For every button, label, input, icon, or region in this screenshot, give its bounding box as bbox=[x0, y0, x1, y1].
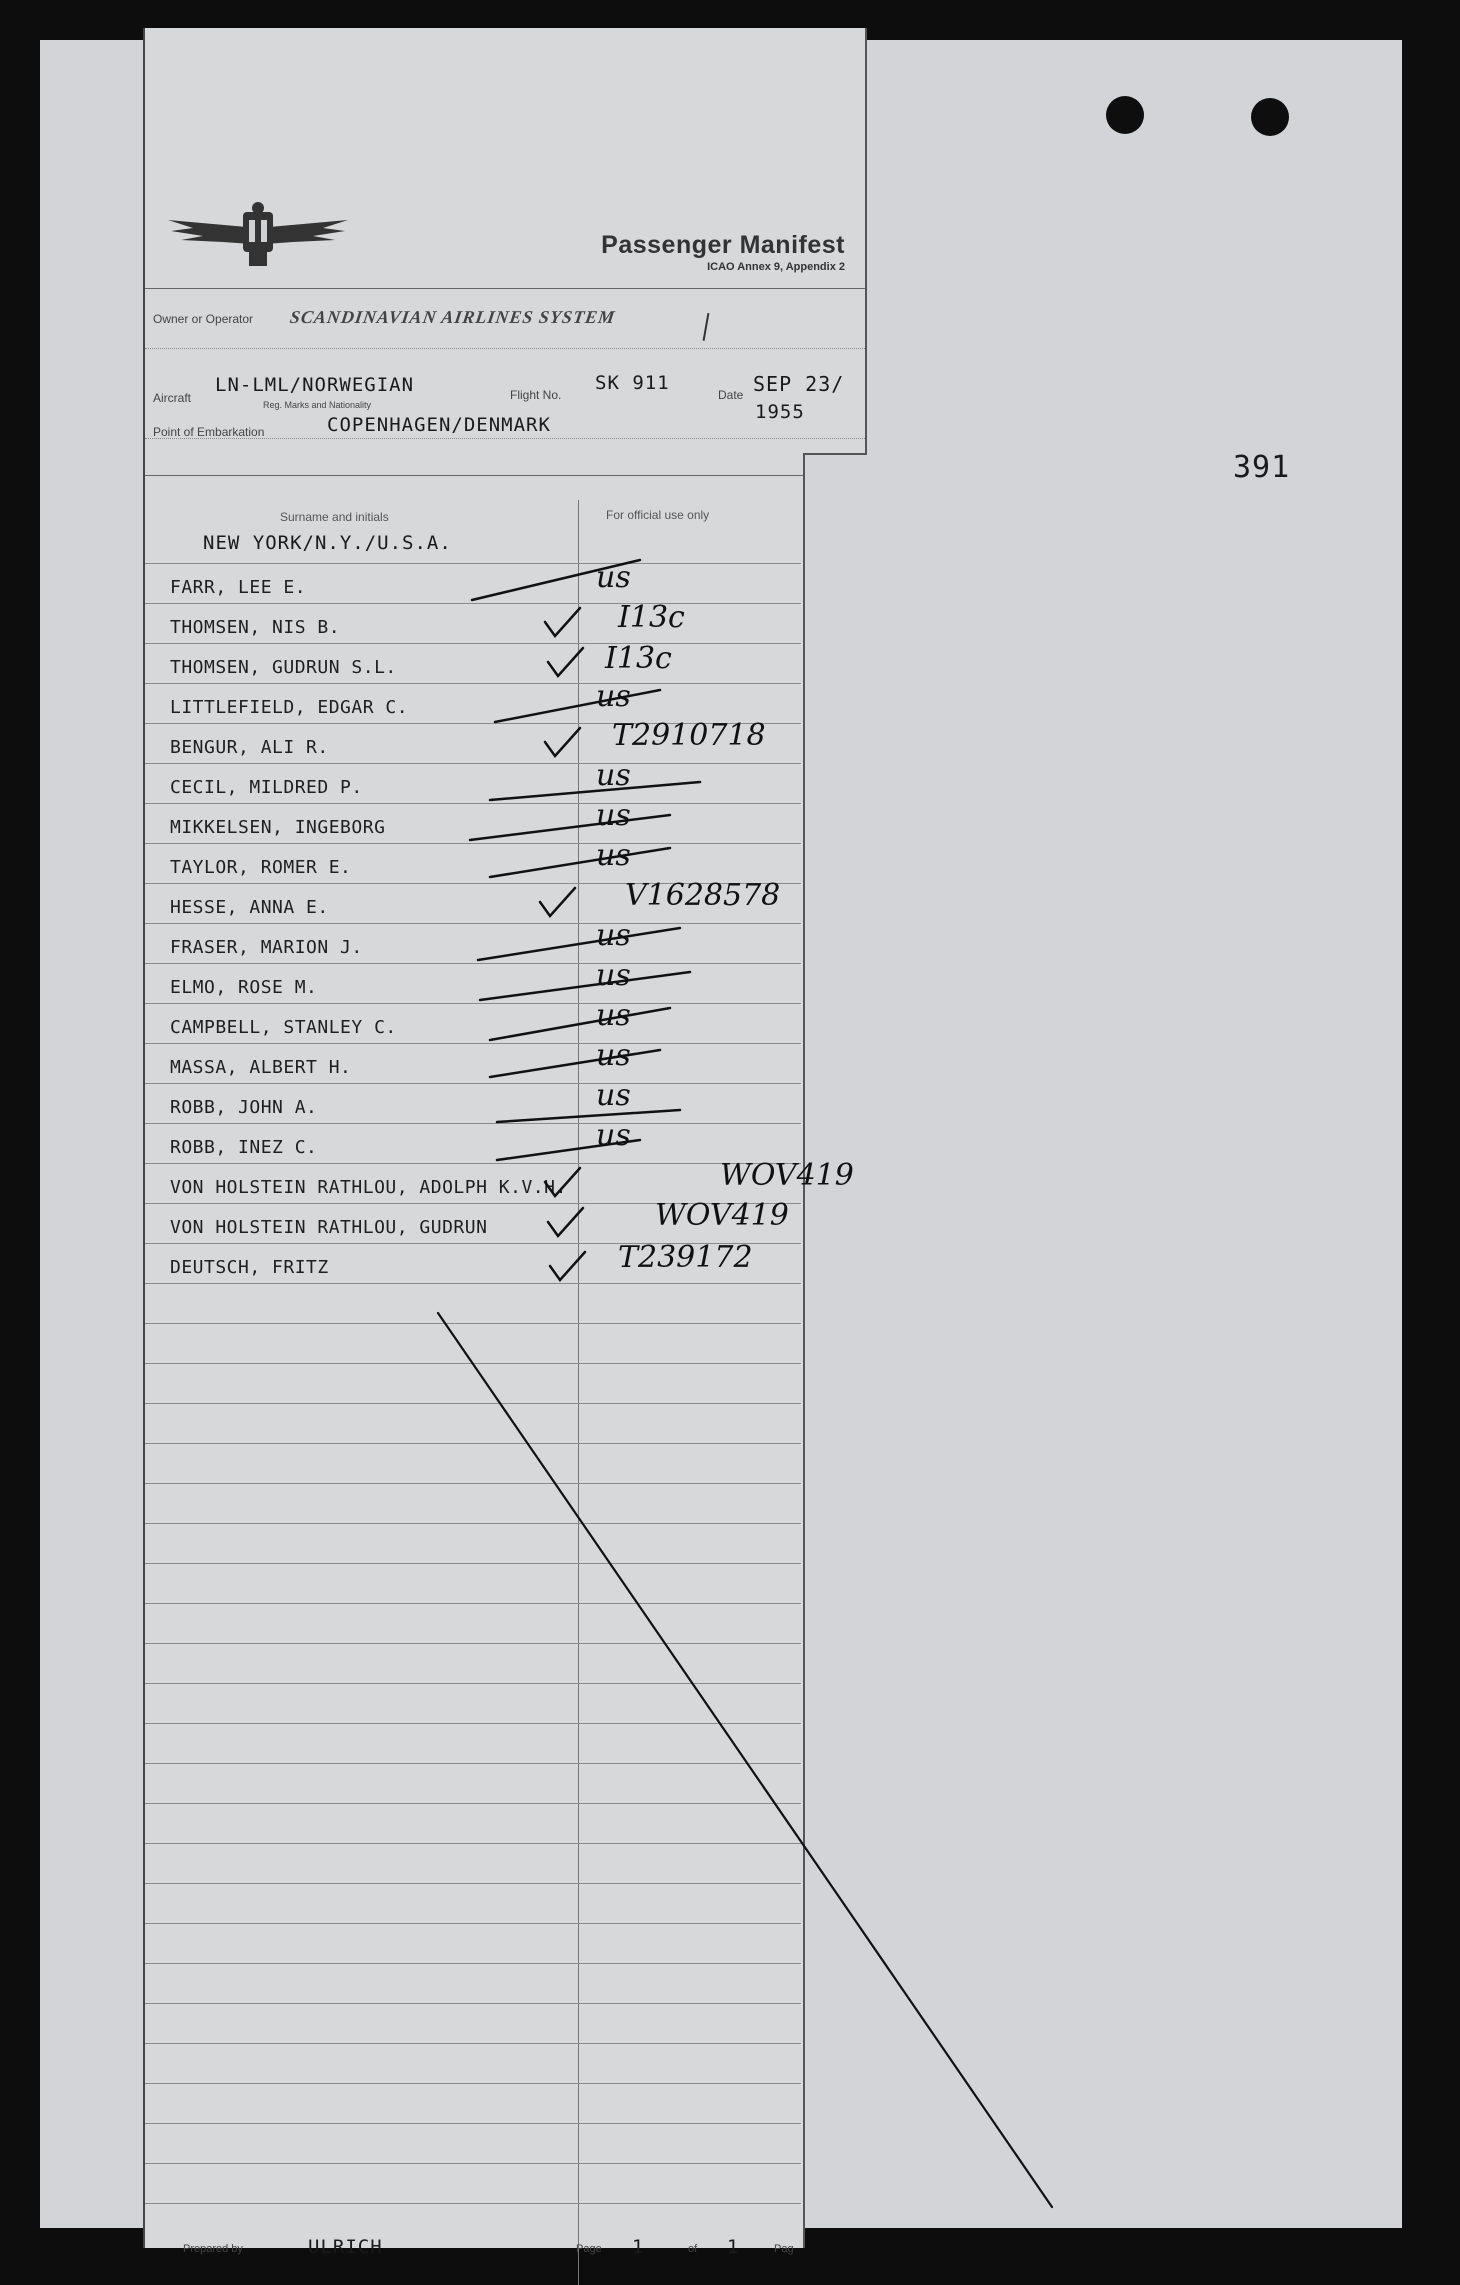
form-title: Passenger Manifest bbox=[601, 231, 845, 259]
passenger-name: LITTLEFIELD, EDGAR C. bbox=[170, 697, 409, 718]
ruled-line bbox=[145, 2203, 801, 2204]
embarkation-label: Point of Embarkation bbox=[153, 425, 265, 439]
ruled-line bbox=[145, 1323, 801, 1324]
owner-label: Owner or Operator bbox=[153, 312, 254, 326]
ruled-line bbox=[145, 2163, 801, 2164]
official-entry: I13c bbox=[605, 641, 672, 676]
passenger-name: VON HOLSTEIN RATHLOU, GUDRUN bbox=[170, 1217, 488, 1238]
official-entry: I13c bbox=[618, 600, 685, 635]
official-entry: us bbox=[596, 1038, 631, 1073]
pag-label: Pag bbox=[774, 2243, 794, 2255]
ruled-line bbox=[145, 803, 801, 804]
passenger-name: CAMPBELL, STANLEY C. bbox=[170, 1017, 397, 1038]
stamped-page-number: 391 bbox=[1233, 450, 1291, 485]
ruled-line bbox=[145, 1963, 801, 1964]
divider bbox=[703, 313, 711, 341]
ruled-line bbox=[145, 603, 801, 604]
passenger-name: ELMO, ROSE M. bbox=[170, 977, 318, 998]
passenger-name: ROBB, JOHN A. bbox=[170, 1097, 318, 1118]
divider bbox=[145, 288, 865, 289]
prepared-by-label: Prepared by bbox=[183, 2243, 243, 2255]
reg-marks-label: Reg. Marks and Nationality bbox=[263, 400, 372, 410]
aircraft-label: Aircraft bbox=[153, 391, 192, 405]
ruled-line bbox=[145, 1403, 801, 1404]
ruled-line bbox=[145, 1123, 801, 1124]
official-entry: V1628578 bbox=[625, 878, 781, 913]
ruled-line bbox=[145, 2083, 801, 2084]
official-entry: us bbox=[596, 998, 631, 1033]
ruled-line bbox=[145, 1763, 801, 1764]
date-value: SEP 23/ bbox=[753, 372, 845, 396]
official-entry: T239172 bbox=[618, 1240, 753, 1275]
destination-heading: NEW YORK/N.Y./U.S.A. bbox=[203, 532, 452, 554]
passenger-name: MASSA, ALBERT H. bbox=[170, 1057, 352, 1078]
official-entry: us bbox=[596, 918, 631, 953]
ruled-line bbox=[145, 1883, 801, 1884]
divider bbox=[145, 348, 865, 349]
ruled-line bbox=[145, 1563, 801, 1564]
official-entry: WOV419 bbox=[720, 1158, 854, 1193]
aircraft-value: LN-LML/NORWEGIAN bbox=[215, 374, 415, 396]
ruled-line bbox=[145, 1443, 801, 1444]
ruled-line bbox=[145, 1923, 801, 1924]
ruled-line bbox=[145, 2043, 801, 2044]
official-entry: us bbox=[596, 1118, 631, 1153]
ruled-line bbox=[145, 1043, 801, 1044]
ruled-line bbox=[145, 683, 801, 684]
ruled-line bbox=[145, 1643, 801, 1644]
official-entry: us bbox=[596, 798, 631, 833]
passenger-name: HESSE, ANNA E. bbox=[170, 897, 329, 918]
prepared-by-value: ULRICH bbox=[308, 2236, 383, 2258]
column-divider bbox=[578, 500, 579, 2285]
column-header-official: For official use only bbox=[606, 508, 710, 522]
ruled-line bbox=[145, 643, 801, 644]
page-label: Page bbox=[576, 2243, 602, 2255]
ruled-line bbox=[145, 1003, 801, 1004]
passenger-name: THOMSEN, NIS B. bbox=[170, 617, 341, 638]
ruled-line bbox=[145, 923, 801, 924]
form-subtitle: ICAO Annex 9, Appendix 2 bbox=[707, 261, 845, 273]
passenger-name: FARR, LEE E. bbox=[170, 577, 307, 598]
official-entry: us bbox=[596, 958, 631, 993]
official-entry: us bbox=[596, 560, 631, 595]
ruled-line bbox=[145, 963, 801, 964]
date-label: Date bbox=[718, 388, 744, 402]
passenger-name: THOMSEN, GUDRUN S.L. bbox=[170, 657, 397, 678]
ruled-line bbox=[145, 1163, 801, 1164]
page-value: 1 bbox=[632, 2236, 645, 2258]
ruled-line bbox=[145, 2003, 801, 2004]
embarkation-value: COPENHAGEN/DENMARK bbox=[327, 414, 551, 436]
owner-value: SCANDINAVIAN AIRLINES SYSTEM bbox=[288, 307, 617, 327]
ruled-line bbox=[145, 2123, 801, 2124]
punch-hole-icon bbox=[1106, 96, 1144, 134]
official-entry: us bbox=[596, 1078, 631, 1113]
official-entry: WOV419 bbox=[655, 1198, 789, 1233]
punch-hole-icon bbox=[1251, 98, 1289, 136]
ruled-line bbox=[145, 843, 801, 844]
passenger-name: TAYLOR, ROMER E. bbox=[170, 857, 352, 878]
airline-wings-crest-icon bbox=[163, 198, 353, 278]
ruled-line bbox=[145, 1083, 801, 1084]
column-header-surname: Surname and initials bbox=[280, 510, 389, 524]
flight-value: SK 911 bbox=[595, 372, 670, 394]
ruled-line bbox=[145, 563, 801, 564]
official-entry: us bbox=[596, 838, 631, 873]
passenger-name: FRASER, MARION J. bbox=[170, 937, 363, 958]
divider bbox=[145, 438, 865, 439]
ruled-line bbox=[145, 763, 801, 764]
ruled-line bbox=[145, 1723, 801, 1724]
flight-label: Flight No. bbox=[510, 388, 562, 402]
passenger-name: CECIL, MILDRED P. bbox=[170, 777, 363, 798]
date-year: 1955 bbox=[755, 401, 805, 423]
ruled-line bbox=[145, 1843, 801, 1844]
ruled-line bbox=[145, 1803, 801, 1804]
passenger-name: ROBB, INEZ C. bbox=[170, 1137, 318, 1158]
official-entry: us bbox=[596, 758, 631, 793]
ruled-line bbox=[145, 1483, 801, 1484]
ruled-line bbox=[145, 1283, 801, 1284]
passenger-name: DEUTSCH, FRITZ bbox=[170, 1257, 329, 1278]
ruled-line bbox=[145, 1683, 801, 1684]
official-entry: T2910718 bbox=[612, 718, 766, 753]
manifest-header-section bbox=[143, 28, 867, 455]
divider bbox=[145, 475, 803, 476]
ruled-line bbox=[145, 1363, 801, 1364]
ruled-line bbox=[145, 1603, 801, 1604]
official-entry: us bbox=[596, 679, 631, 714]
of-value: 1 bbox=[727, 2236, 740, 2258]
passenger-name: BENGUR, ALI R. bbox=[170, 737, 329, 758]
of-label: of bbox=[688, 2243, 698, 2255]
passenger-name: VON HOLSTEIN RATHLOU, ADOLPH K.V.H. bbox=[170, 1177, 567, 1198]
passenger-name: MIKKELSEN, INGEBORG bbox=[170, 817, 386, 838]
ruled-line bbox=[145, 1523, 801, 1524]
form-title-block bbox=[601, 231, 845, 273]
